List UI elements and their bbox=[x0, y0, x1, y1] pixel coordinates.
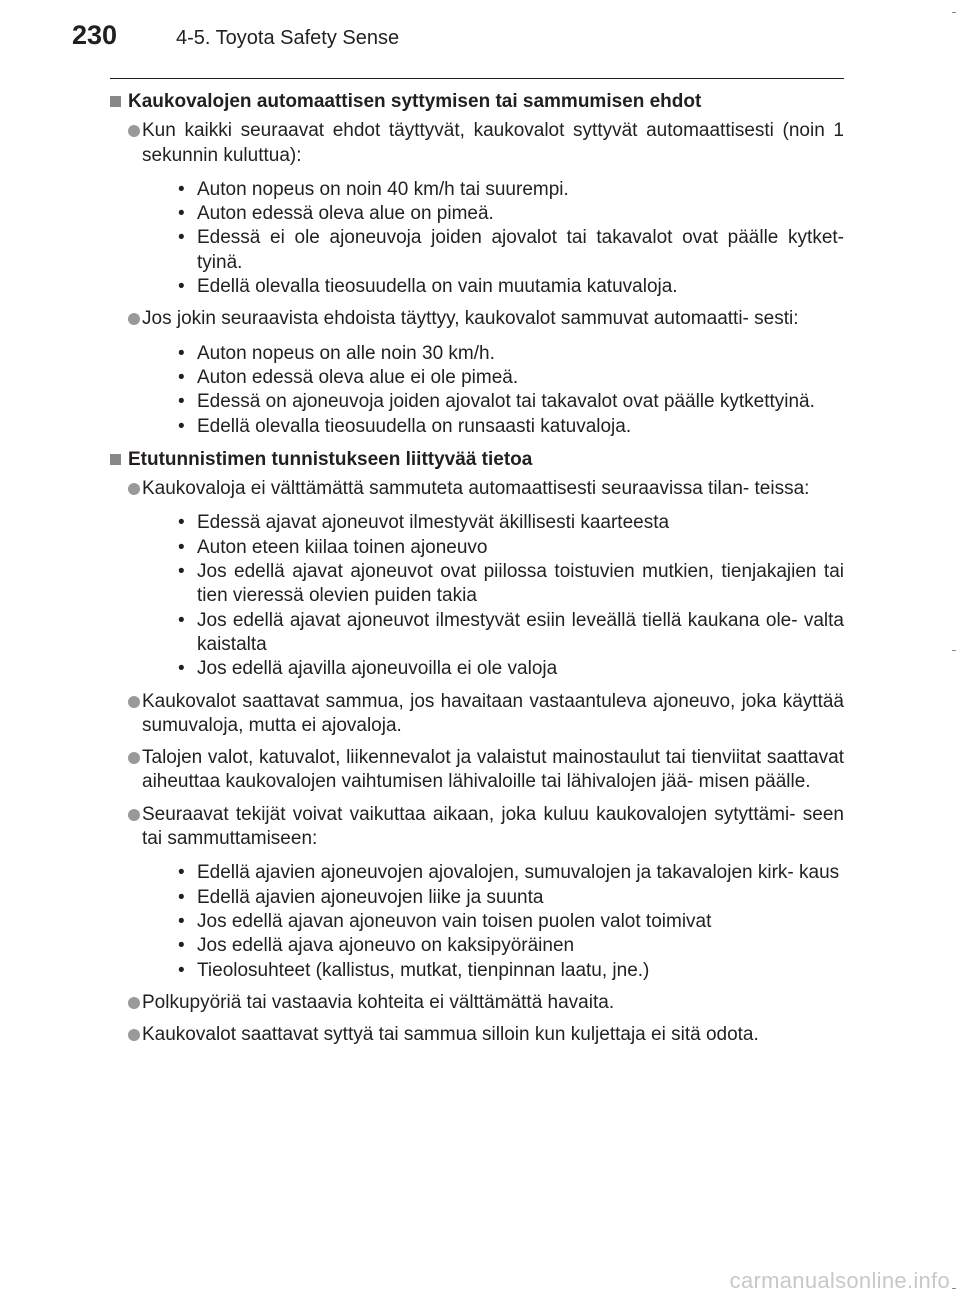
list-item bbox=[110, 803, 844, 983]
header-divider bbox=[110, 78, 844, 79]
page-content bbox=[110, 90, 844, 1047]
sub-bullet-item bbox=[178, 366, 844, 390]
item-text: Seuraavat tekijät voivat vaikuttaa aikaan, joka kuluu kaukovalojen sytyttämi- seen tai sammuttamiseen: bbox=[142, 803, 844, 850]
sub-bullet-item bbox=[178, 415, 844, 439]
bullet-glyph: • bbox=[178, 342, 185, 364]
sub-bullet-text: Jos edellä ajavat ajoneuvot ovat piilossa toistuvien mutkien, tienjakajien tai tien vieressä olevien puiden takia bbox=[197, 561, 844, 607]
sub-bullet-item bbox=[178, 226, 844, 275]
sub-bullet-text: Edessä on ajoneuvoja joiden ajovalot tai takavalot ovat päälle kytkettyinä. bbox=[197, 391, 815, 413]
footer-watermark: carmanualsonline.info bbox=[729, 1268, 950, 1293]
section-title-text: Kaukovalojen automaattisen syttymisen tai sammumisen ehdot bbox=[128, 91, 702, 112]
sub-bullet-text: Auton edessä oleva alue on pimeä. bbox=[197, 203, 494, 225]
page-header bbox=[72, 18, 852, 58]
sub-bullet-text: Jos edellä ajavan ajoneuvon vain toisen puolen valot toimivat bbox=[197, 910, 712, 932]
sub-bullet-item bbox=[178, 560, 844, 609]
circle-bullet-icon bbox=[128, 752, 140, 764]
list-item bbox=[110, 746, 844, 795]
square-bullet-icon bbox=[110, 96, 121, 107]
sub-bullet-item bbox=[178, 342, 844, 366]
sub-bullet-text: Tieolosuhteet (kallistus, mutkat, tienpinnan laatu, jne.) bbox=[197, 959, 650, 981]
sub-bullet-item bbox=[178, 275, 844, 299]
sub-bullet-list bbox=[142, 861, 844, 982]
page-number: 230 bbox=[72, 20, 118, 50]
item-text: Jos jokin seuraavista ehdoista täyttyy, kaukovalot sammuvat automaatti- sesti: bbox=[142, 308, 799, 330]
section-title bbox=[110, 448, 844, 472]
bullet-glyph: • bbox=[178, 178, 185, 200]
sub-bullet-item bbox=[178, 202, 844, 226]
sub-bullet-text: Edessä ei ole ajoneuvoja joiden ajovalot tai takavalot ovat päälle kytket- tyinä. bbox=[197, 227, 844, 273]
section bbox=[110, 90, 844, 439]
square-bullet-icon bbox=[110, 454, 121, 465]
sub-bullet-text: Auton nopeus on noin 40 km/h tai suurempi. bbox=[197, 178, 569, 200]
bullet-glyph: • bbox=[178, 561, 185, 583]
bullet-glyph: • bbox=[178, 276, 185, 298]
bullet-glyph: • bbox=[178, 536, 185, 558]
circle-bullet-icon bbox=[128, 809, 140, 821]
bullet-glyph: • bbox=[178, 366, 185, 388]
sub-bullet-text: Jos edellä ajava ajoneuvo on kaksipyöräinen bbox=[197, 935, 575, 957]
sub-bullet-text: Jos edellä ajavat ajoneuvot ilmestyvät esiin leveällä tiellä kaukana ole- valta kaistalta bbox=[197, 609, 844, 655]
sub-bullet-item bbox=[178, 959, 844, 983]
sub-bullet-item bbox=[178, 609, 844, 658]
sub-bullet-text: Auton eteen kiilaa toinen ajoneuvo bbox=[197, 536, 488, 558]
sub-bullet-text: Edellä ajavien ajoneuvojen ajovalojen, sumuvalojen ja takavalojen kirk- kaus bbox=[197, 862, 840, 884]
sub-bullet-item bbox=[178, 511, 844, 535]
sub-bullet-list bbox=[142, 342, 844, 439]
circle-bullet-icon bbox=[128, 125, 140, 137]
circle-bullet-icon bbox=[128, 313, 140, 325]
section-title-text: Etutunnistimen tunnistukseen liittyvää tietoa bbox=[128, 448, 533, 470]
section bbox=[110, 448, 844, 1048]
sub-bullet-text: Auton nopeus on alle noin 30 km/h. bbox=[197, 342, 495, 364]
item-text: Kaukovalot saattavat syttyä tai sammua silloin kun kuljettaja ei sitä odota. bbox=[142, 1024, 759, 1046]
sub-bullet-item bbox=[178, 178, 844, 202]
sub-bullet-item bbox=[178, 886, 844, 910]
bullet-glyph: • bbox=[178, 658, 185, 680]
item-text: Talojen valot, katuvalot, liikennevalot ja valaistut mainostaulut tai tienviitat saattavat aiheuttaa kaukovalojen vaihtumisen lähivaloille tai lähivalojen jää- misen päälle. bbox=[142, 747, 844, 793]
list-item bbox=[110, 1023, 844, 1047]
circle-bullet-icon bbox=[128, 1029, 140, 1041]
bullet-glyph: • bbox=[178, 959, 185, 981]
bullet-glyph: • bbox=[178, 935, 185, 957]
sub-bullet-item bbox=[178, 657, 844, 681]
bullet-glyph: • bbox=[178, 910, 185, 932]
sub-bullet-item bbox=[178, 861, 844, 885]
bullet-glyph: • bbox=[178, 415, 185, 437]
bullet-glyph: • bbox=[178, 227, 185, 249]
sub-bullet-list bbox=[142, 178, 844, 299]
sub-bullet-text: Jos edellä ajavilla ajoneuvoilla ei ole valoja bbox=[197, 658, 558, 680]
circle-bullet-icon bbox=[128, 483, 140, 495]
bullet-glyph: • bbox=[178, 886, 185, 908]
bullet-glyph: • bbox=[178, 512, 185, 534]
item-text: Kaukovalot saattavat sammua, jos havaitaan vastaantuleva ajoneuvo, joka käyttää sumuvaloja, mutta ei ajovaloja. bbox=[142, 690, 844, 736]
sub-bullet-list bbox=[142, 511, 844, 681]
sub-bullet-text: Edellä ajavien ajoneuvojen liike ja suunta bbox=[197, 886, 544, 908]
list-item bbox=[110, 307, 844, 438]
bullet-glyph: • bbox=[178, 609, 185, 631]
bullet-glyph: • bbox=[178, 391, 185, 413]
list-item bbox=[110, 477, 844, 681]
sub-bullet-text: Edellä olevalla tieosuudella on vain muutamia katuvaloja. bbox=[197, 276, 678, 298]
chapter-title: 4-5. Toyota Safety Sense bbox=[176, 27, 400, 49]
bullet-glyph: • bbox=[178, 862, 185, 884]
circle-bullet-icon bbox=[128, 997, 140, 1009]
sub-bullet-item bbox=[178, 390, 844, 414]
circle-bullet-icon bbox=[128, 696, 140, 708]
sub-bullet-text: Edellä olevalla tieosuudella on runsaasti katuvaloja. bbox=[197, 415, 632, 437]
list-item bbox=[110, 991, 844, 1015]
item-text: Kun kaikki seuraavat ehdot täyttyvät, kaukovalot syttyvät automaattisesti (noin 1 sekunnin kuluttua): bbox=[142, 120, 844, 166]
sub-bullet-item bbox=[178, 536, 844, 560]
sub-bullet-text: Edessä ajavat ajoneuvot ilmestyvät äkillisesti kaarteesta bbox=[197, 512, 670, 534]
list-item bbox=[110, 690, 844, 739]
item-text: Kaukovaloja ei välttämättä sammuteta automaattisesti seuraavissa tilan- teissa: bbox=[142, 478, 810, 500]
sub-bullet-item bbox=[178, 934, 844, 958]
sub-bullet-item bbox=[178, 910, 844, 934]
bullet-glyph: • bbox=[178, 203, 185, 225]
item-text: Polkupyöriä tai vastaavia kohteita ei välttämättä havaita. bbox=[142, 991, 615, 1013]
list-item bbox=[110, 119, 844, 299]
sub-bullet-text: Auton edessä oleva alue ei ole pimeä. bbox=[197, 366, 519, 388]
section-title bbox=[110, 90, 844, 114]
